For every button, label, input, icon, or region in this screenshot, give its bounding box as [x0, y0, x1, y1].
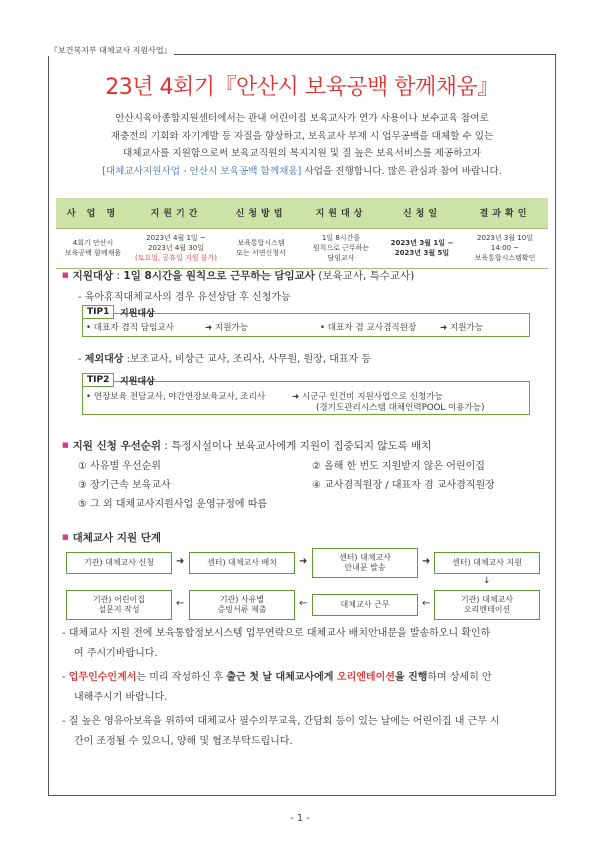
arrow-right-icon: ➜	[176, 556, 185, 567]
square-bullet-icon: ■	[62, 533, 69, 541]
tip2-result-note: (경기도관리시스템 대체인력POOL 이용가능)	[316, 403, 485, 413]
program-tag: 『보건복지부 대체교사 지원사업』	[50, 46, 172, 55]
tip1-title: 지원대상	[120, 309, 155, 319]
page-title: 23년 4회기『안산시 보육공백 함께채움』	[105, 75, 499, 100]
tip2-title: 지원대상	[120, 377, 155, 387]
priority-item: ④ 교사겸직원장 / 대표자 겸 교사겸직원장	[312, 480, 495, 491]
priority-item: ② 올해 한 번도 지원받지 않은 어린이집	[312, 461, 485, 472]
step-orientation: 기관) 대체교사 오리엔테이션	[434, 590, 540, 620]
arrow-right-icon: ➜	[299, 556, 308, 567]
table-header: 지원기간	[130, 198, 222, 228]
tip2-item: • 연장보육 전담교사, 야간연장보육교사, 조리사	[86, 392, 266, 402]
tip2-result: ➜ 시군구 인건비 지원사업으로 신청가능	[292, 392, 443, 402]
note-line: 여 주시기바랍니다.	[74, 648, 158, 659]
section-target: ■ 지원대상 : 1일 8시간을 원칙으로 근무하는 담임교사 (보육교사, 특수교사)	[62, 270, 415, 282]
step-notice: 센터) 대체교사 안내문 발송	[312, 548, 418, 578]
tip1-item: • 대표자 겸 교사겸직원장	[320, 323, 417, 333]
step-work: 대체교사 근무	[312, 594, 418, 616]
program-highlight: [대체교사지원사업 - 안산시 보육공백 함께채움]	[102, 165, 302, 177]
note-line: - 업무인수인계서는 미리 작성하신 후 출근 첫 날 대체교사에게 오리엔테이션을 진행하며 상세히 안	[62, 672, 492, 683]
intro-line: [대체교사지원사업 - 안산시 보육공백 함께채움] 사업을 진행합니다. 많은 관심과 참여 바랍니다.	[102, 165, 502, 177]
tip2-label: TIP2	[82, 373, 114, 387]
intro-line: 대체교사를 지원함으로써 보육교직원의 복지지원 및 질 높은 보육서비스를 제공하고자	[122, 148, 482, 159]
note-line: 간이 조정될 수 있으니, 양해 및 협조부탁드립니다.	[74, 736, 293, 747]
tip1-item-result: ➜ 지원가능	[205, 323, 249, 333]
cell-target: 1일 8시간을 원칙으로 근무하는 담임교사	[300, 228, 382, 268]
arrow-down-icon: ↓	[483, 576, 491, 586]
arrow-right-icon: ➜	[422, 556, 431, 567]
table-row	[56, 228, 548, 268]
arrow-left-icon: ←	[422, 598, 431, 609]
intro-line: 안산시육아종합지원센터에서는 관내 어린이집 보육교사가 연가 사용이나 보수교육 참여로	[115, 113, 489, 124]
tip1-item: • 대표자 겸직 담임교사	[86, 323, 174, 333]
note-line: - 질 높은 영유아보육을 위하여 대체교사 필수의무교육, 간담회 등이 있는 날에는 어린이집 내 근무 시	[62, 716, 500, 727]
table-header: 신청방법	[222, 198, 300, 228]
tip1-item-result: ➜ 지원가능	[440, 323, 484, 333]
arrow-left-icon: ←	[176, 598, 185, 609]
step-assign: 센터) 대체교사 배치	[189, 552, 295, 574]
tip1-label: TIP1	[82, 305, 114, 319]
arrow-left-icon: ←	[299, 598, 308, 609]
table-header: 결과확인	[462, 198, 548, 228]
section-steps: ■ 대체교사 지원 단계	[62, 532, 162, 544]
note-line: 내해주시기 바랍니다.	[74, 692, 168, 703]
step-documents: 기관) 사유별 증빙서류 제출	[189, 590, 295, 620]
step-survey: 기관) 어린이집 설문지 작성	[66, 590, 172, 620]
square-bullet-icon: ■	[62, 271, 69, 279]
cell-result: 2023년 3월 10일 14:00 ~ 보육통합시스템확인	[462, 228, 548, 268]
intro-line: 재충전의 기회와 자기계발 등 자질을 향상하고, 보육교사 부재 시 업무공백을 대체할 수 있는	[110, 130, 494, 142]
cell-apply-date: 2023년 3월 1일 ~ 2023년 3월 5일	[382, 228, 462, 268]
section-priority: ■ 지원 신청 우선순위 : 특정시설이나 보육교사에게 지원이 집중되지 않도록 배치	[62, 440, 432, 452]
cell-program-name: 4회기 안산시 보육공백 함께채움	[56, 228, 130, 268]
table-header: 지원대상	[300, 198, 382, 228]
page-number: - 1 -	[290, 813, 310, 824]
square-bullet-icon: ■	[62, 441, 69, 449]
priority-item: ⑤ 그 외 대체교사지원사업 운영규정에 따름	[78, 499, 268, 510]
note-line: - 대체교사 지원 전에 보육통합정보시스템 업무연락으로 대체교사 배치안내문을 발송하오니 확인하	[62, 628, 491, 639]
cell-period: 2023년 4월 1일 ~ 2023년 4월 30일 (토요일, 공휴일 지원 불가)	[130, 228, 222, 268]
priority-item: ① 사유별 우선순위	[78, 461, 161, 472]
exclusion-line: - 제외대상 :보조교사, 비상근 교사, 조리사, 사무원, 원장, 대표자 등	[78, 354, 371, 365]
step-apply: 기관) 대체교사 신청	[66, 552, 172, 574]
program-info-table	[56, 198, 548, 269]
target-note: - 육아휴직대체교사의 경우 유선상담 후 신청가능	[78, 292, 291, 303]
intro-paragraph	[60, 110, 544, 180]
cell-method: 보육통합시스템 또는 서면신청서	[222, 228, 300, 268]
priority-item: ③ 장기근속 보육교사	[78, 480, 171, 491]
step-support: 센터) 대체교사 지원	[434, 552, 540, 574]
table-header: 사 업 명	[56, 198, 130, 228]
notes-block	[62, 624, 552, 752]
table-header: 신청일	[382, 198, 462, 228]
